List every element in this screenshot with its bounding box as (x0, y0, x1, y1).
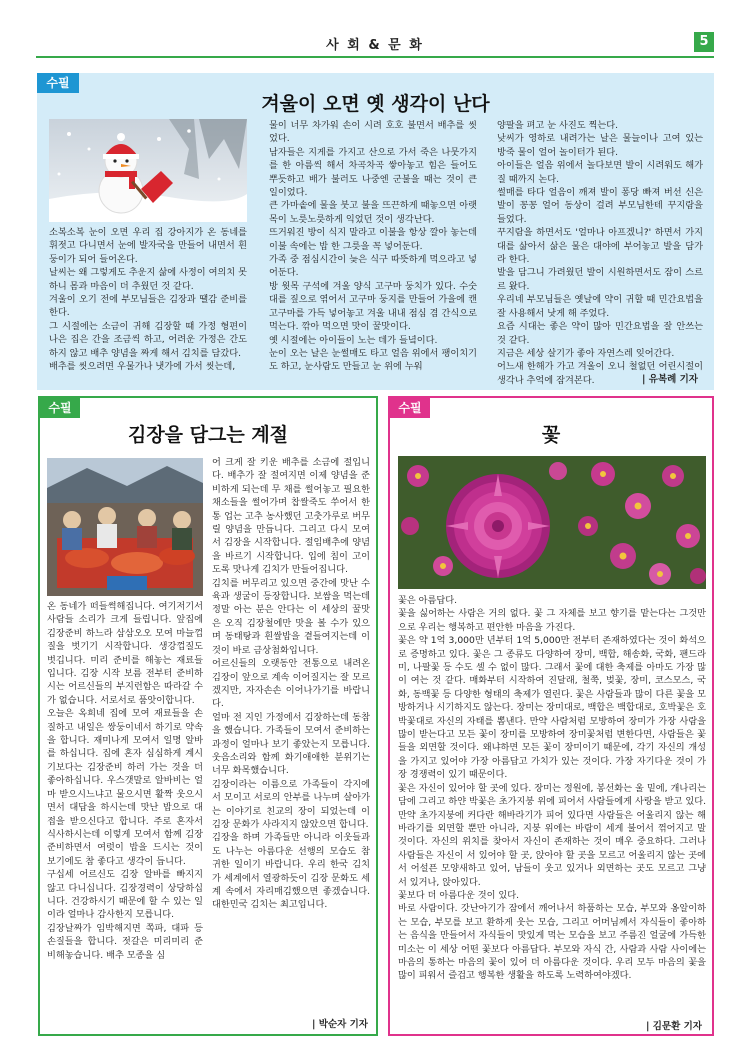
article-title: 김장을 담그는 계절 (127, 424, 289, 446)
paragraph: 온 동네가 떠들썩해집니다. 여기저기서 사람들 소리가 크게 들립니다. 앞집에 김장준비 하느라 삼삼오오 모여 마늘껍질을 벗기기 시작합니다. 생강껍질도 벗깁니다. 미리 준비를 해놓는 재료들입니다. 김장 시작 보름 전부터 준비하시는 어르신들의 부지런함은 따라갈 수가 없습니다. 서로서로 품앗이합니다. (47, 601, 203, 706)
paragraph: 어르신들의 오랫동안 전통으로 내려온 김장이 앞으로 계속 이어질지는 잘 모르겠지만, 자자손손 이어나가기를 바랍니다. (212, 658, 370, 710)
essay-kimjang-season (38, 396, 378, 1036)
paragraph: 물이 너무 차가워 손이 시려 호호 불면서 배추를 씻었다. (269, 120, 477, 145)
paragraph: 발을 담그니 가려웠던 발이 시원하면서도 잠이 스르르 왔다. (497, 267, 703, 292)
paragraph: 꽃을 싫어하는 사람은 거의 없다. 꽃 그 자체를 보고 향기를 맡는다는 그것만으로 우리는 행복하고 편안한 마음을 가진다. (398, 608, 706, 633)
paragraph: 김장날짜가 임박해지면 쪽파, 대파 등 손질들을 합니다. 젓갈은 미리미리 준비해놓습니다. 배추 모종을 심 (47, 922, 203, 961)
paragraph: 가족 중 점심시간이 늦은 식구 따뜻하게 먹으라고 넣어둔다. (269, 254, 477, 279)
article-column-2 (212, 456, 370, 1012)
paragraph: 꽃은 자신이 있어야 할 곳에 있다. 장미는 정원에, 봉선화는 울 밑에, 개나리는 담에 그리고 하얀 박꽃은 초가지붕 위에 피어서 사람들에게 사랑을 받고 있다. 만약 초가지붕에 커다란 해바라기가 피어 있다면 사람들은 어울리지 않는 해바라기를 외면할 뿐만 아니라, 지붕 위에는 바람이 세게 불어서 꺾어지고 말 것이다. 자신의 위치를 찾아서 자신이 존재하는 것이 매우 중요하다. 그러나 사람들은 자신이 서 있어야 할 곳, 앉아야 할 곳을 모르고 어울리지 않는 곳에서 어설픈 모양새하고 있어, 남들이 웃고 있거나 외면하는 곳도 모르고 그냥 서 있거나, 앉아있다. (398, 782, 706, 888)
paragraph: 뜨거워진 방이 식지 말라고 이불을 항상 깔아 놓는데 이불 속에는 밥 한 그릇을 꼭 넣어둔다. (269, 227, 477, 252)
paragraph: 바로 사람이다. 갓난아기가 잠에서 깨어나서 하품하는 모습, 부모와 옹알이하는 모습, 부모를 보고 환하게 웃는 모습, 그리고 어머님께서 자식들이 좋아하는 음식을 만들어서 자식들이 맛있게 먹는 모습을 보고 주름진 얼굴에 가득한 미소는 이 세상 어떤 꽃보다 아름답다. 부모와 자식 간, 사람과 사람 사이에는 마음의 통하는 마음의 꽃이 있어 더 아름다운 것이다. 우리 모두 마음의 꽃을 많이 피워서 즐겁고 행복한 생활을 하도록 노력하여야겠다. (398, 903, 706, 982)
article-column-1 (49, 226, 247, 386)
paragraph: 김장이라는 이름으로 가족들이 각지에서 모이고 서로의 안부를 나누며 살아가는 이야기로 친교의 장이 되었는데 이 김장 문화가 사라지지 않았으면 합니다. (212, 778, 370, 830)
page-header (36, 30, 714, 56)
paragraph: 양팔을 펴고 눈 사진도 찍는다. (497, 120, 619, 131)
paragraph: 날씨는 왜 그렇게도 추운지 삶에 사정이 여의치 못하니 몸과 마음이 더 추웠던 것 같다. (49, 267, 247, 292)
essay-tag: 수필 (37, 73, 79, 93)
paragraph: 남자들은 지게를 가지고 산으로 가서 죽은 나뭇가지를 한 아름씩 해서 차곡차곡 쌓아놓고 힘은 들어도 뿌듯하고 배가 불러도 나중엔 군불을 때는 것이 큰 일이었다. (269, 146, 477, 199)
essay-flowers (388, 396, 714, 1036)
paragraph: 꽃은 약 1억 3,000만 년부터 1억 5,000만 전부터 존재하였다는 것이 화석으로 증명하고 있다. 꽃은 그 종류도 다양하여 장미, 백합, 해송화, 국화, 팬드라미, 나팔꽃 등 수도 셀 수 없이 많다. 그래서 꽃에 대한 축제를 아마도 가장 많이 여는 것 같다. 매화부터 시작하여 진달래, 철쭉, 벚꽃, 장미, 코스모스, 국화, 동백꽃 등 다양한 형태의 축제가 열린다. 꽃은 사람들과 많이 다른 꽃을 모방하거나 시기하지도 않는다. 장미는 장미대로, 백합은 백합대로, 호박꽃은 호박꽃대로 자신의 자태를 뽐낸다. 만약 사람처럼 모방하여 장미가 가장 사람을 많이 받는다고 모든 꽃이 장미를 모방하여 장미꽃처럼 변한다면, 사람들은 꽃들을 외면할 것이다. 왜냐하면 모든 꽃이 장미이기 때문에, 각기 자신의 개성을 가지고 있어야 가장 아름답고 가치가 있는 것이다. 가장 자기다운 것이 가장 경쟁력이 있기 때문이다. (398, 635, 706, 781)
essay-tag: 수필 (390, 398, 430, 418)
paragraph: 우리네 부모님들은 옛날에 약이 귀할 때 민간요법을 잘 사용해서 낫게 해 주었다. (497, 294, 703, 319)
section-heading: 사 회 & 문 화 (326, 38, 424, 53)
paragraph: 낮씨가 영하로 내려가는 날은 물늘이나 고여 있는 방죽 물이 얼어 놀이터가 된다. (497, 133, 703, 158)
paragraph: 김치를 버무리고 있으면 중간에 맛난 수육과 생굴이 등장합니다. 보쌈을 먹는데 정말 아는 분은 안다는 이 세상의 꿀맛은 오직 김장철에만 맛을 볼 수가 있으며 동태탕과 흰쌀밥을 곁들여지는데 이것이 바로 금상첨화입니다. (212, 577, 370, 656)
snowman-photo (49, 119, 247, 222)
chrysanthemum-photo (398, 456, 706, 589)
paragraph: 큰 가마솥에 물을 붓고 불을 뜨끈하게 때놓으면 아랫목이 노릇노릇하게 익었던 것이 생각난다. (269, 200, 477, 225)
author-byline: | 박순자 기자 (312, 1019, 368, 1030)
author-byline: | 김문환 기자 (646, 1021, 702, 1032)
paragraph: 겨울이 오기 전에 부모님들은 김장과 땔감 준비를 한다. (49, 294, 247, 319)
paragraph: 썰매를 타다 얼음이 깨져 발이 퐁당 빠져 버선 신은 발이 꽁꽁 얼어 동상이 걸려 부모님한테 꾸지람을 들었다. (497, 187, 703, 225)
article-column-1 (47, 600, 203, 1026)
paragraph: 얼마 전 지인 가정에서 김장하는데 동참을 했습니다. 가족들이 모여서 준비하는 과정이 얼마나 보기 좋았는지 모릅니다. 웃음소리와 함께 화기애애한 분위기는 너무 화목했습니다. (212, 711, 370, 777)
paragraph: 김장을 하며 가족들만 아니라 이웃들과도 나누는 아름다운 선행의 모습도 참 귀한 일이기 바랍니다. 우리 한국 김치가 세계에서 열광하듯이 김장 문화도 세계 속에서 자리매김했으면 좋겠습니다. 대한민국 김치는 최고입니다. (212, 832, 370, 911)
paragraph: 어느새 한해가 가고 겨울이 오니 철없던 어린시절이 생각나 추억에 잠겨본다. (497, 361, 703, 386)
paragraph: 요즘 시대는 좋은 약이 많아 민간요법을 잘 안쓰는 것 같다. (497, 321, 703, 346)
essay-tag: 수필 (40, 398, 80, 418)
page-number: 5 (694, 32, 714, 52)
paragraph: 아이들은 얼음 위에서 놀다보면 발이 시려워도 해가 질 때까지 논다. (497, 160, 703, 185)
paragraph: 꽃은 아름답다. (398, 595, 458, 606)
author-byline: | 유복례 기자 (642, 374, 698, 385)
paragraph: 방 윗목 구석에 겨울 양식 고구마 둥치가 있다. 수숫대를 짚으로 엮어서 고구마 둥지를 만들어 가을에 캔 고구마를 가득 넣어놓고 겨울 내내 점심 겸 간식으로 먹는다. 깎아 먹으면 맛이 꿀맛이다. (269, 280, 477, 333)
header-divider (36, 56, 714, 58)
paragraph: 구십세 어르신도 김장 알바를 빠지지 않고 다니십니다. 김장경력이 상당하십니다. 건강하시기 때문에 할 수 있는 일이라 얼마나 감사한지 모릅니다. (47, 869, 203, 921)
paragraph: 오늘은 옥희네 집에 모여 재료들을 손질하고 내일은 쌍둥이네서 하기로 약속을 합니다. 재미나게 모여서 일명 알바를 하십니다. 집에 혼자 심심하게 계시기보다는 김장준비 하러 가는 것을 더 좋아하십니다. 우스갯말로 알바비는 얼마 받으시느냐고 물으시면 활짝 웃으시면서 대답을 하시는데 맛난 밥으로 대접을 받으신다고 합니다. 주로 혼자서 식사하시는데 이렇게 모여서 함께 김장준비하면서 여럿이 밥을 드시는 것이 보기에도 참 좋다고 생각이 듭니다. (47, 708, 203, 867)
paragraph: 지금은 세상 살기가 좋아 자연스레 잊어간다. (497, 347, 675, 359)
paragraph: 그 시절에는 소금이 귀해 김장할 때 가정 형편이 나은 집은 간을 조금씩 하고, 어려운 가정은 간도 하지 않고 배추 양념을 짜게 해서 김치를 담갔다. (49, 320, 247, 359)
kimjang-photo (47, 458, 203, 596)
article-body (398, 594, 706, 1018)
paragraph: 눈이 오는 날은 눈썰매도 타고 얼음 위에서 팽이치기도 하고, 눈사람도 만들고 눈 위에 누워 (269, 347, 477, 373)
article-title: 겨울이 오면 옛 생각이 난다 (261, 93, 490, 115)
paragraph: 옛 시절에는 아이들이 노는 데가 들녘이다. (269, 334, 438, 346)
paragraph: 꾸지람을 하면서도 '얼마나 아프겠니?' 하면서 가지 대를 삶아서 삶은 물은 대야에 부어놓고 발을 담가라 한다. (497, 227, 703, 266)
paragraph: 배추를 씻으려면 우물가나 냇가에 가서 씻는데, (49, 361, 236, 373)
paragraph: 소복소복 눈이 오면 우리 집 강아지가 온 동네를 휘젓고 다니면서 눈에 발자국을 만들어 내면서 흰둥이가 되어 들어온다. (49, 227, 247, 265)
paragraph: 꽃보다 더 아름다운 것이 있다. (398, 889, 520, 901)
paragraph: 어 크게 잘 키운 배추를 소금에 절입니다. 배추가 잘 절여지면 이제 양념을 준비하게 되는데 무 채를 썰어놓고 필요한 채소들을 썰어가며 찹쌀죽도 쑤어서 한 통 업는 고추 농사했던 고춧가루로 버무릴 양념을 만듭니다. 그리고 다시 모여서 김장을 시작합니다. 절임배추에 양념을 바르기 시작합니다. 입에 침이 고이도록 맛나게 김치가 만들어집니다. (212, 457, 370, 576)
article-title: 꽃 (541, 424, 561, 446)
article-column-2 (269, 119, 477, 385)
essay-winter-memories (37, 73, 714, 390)
